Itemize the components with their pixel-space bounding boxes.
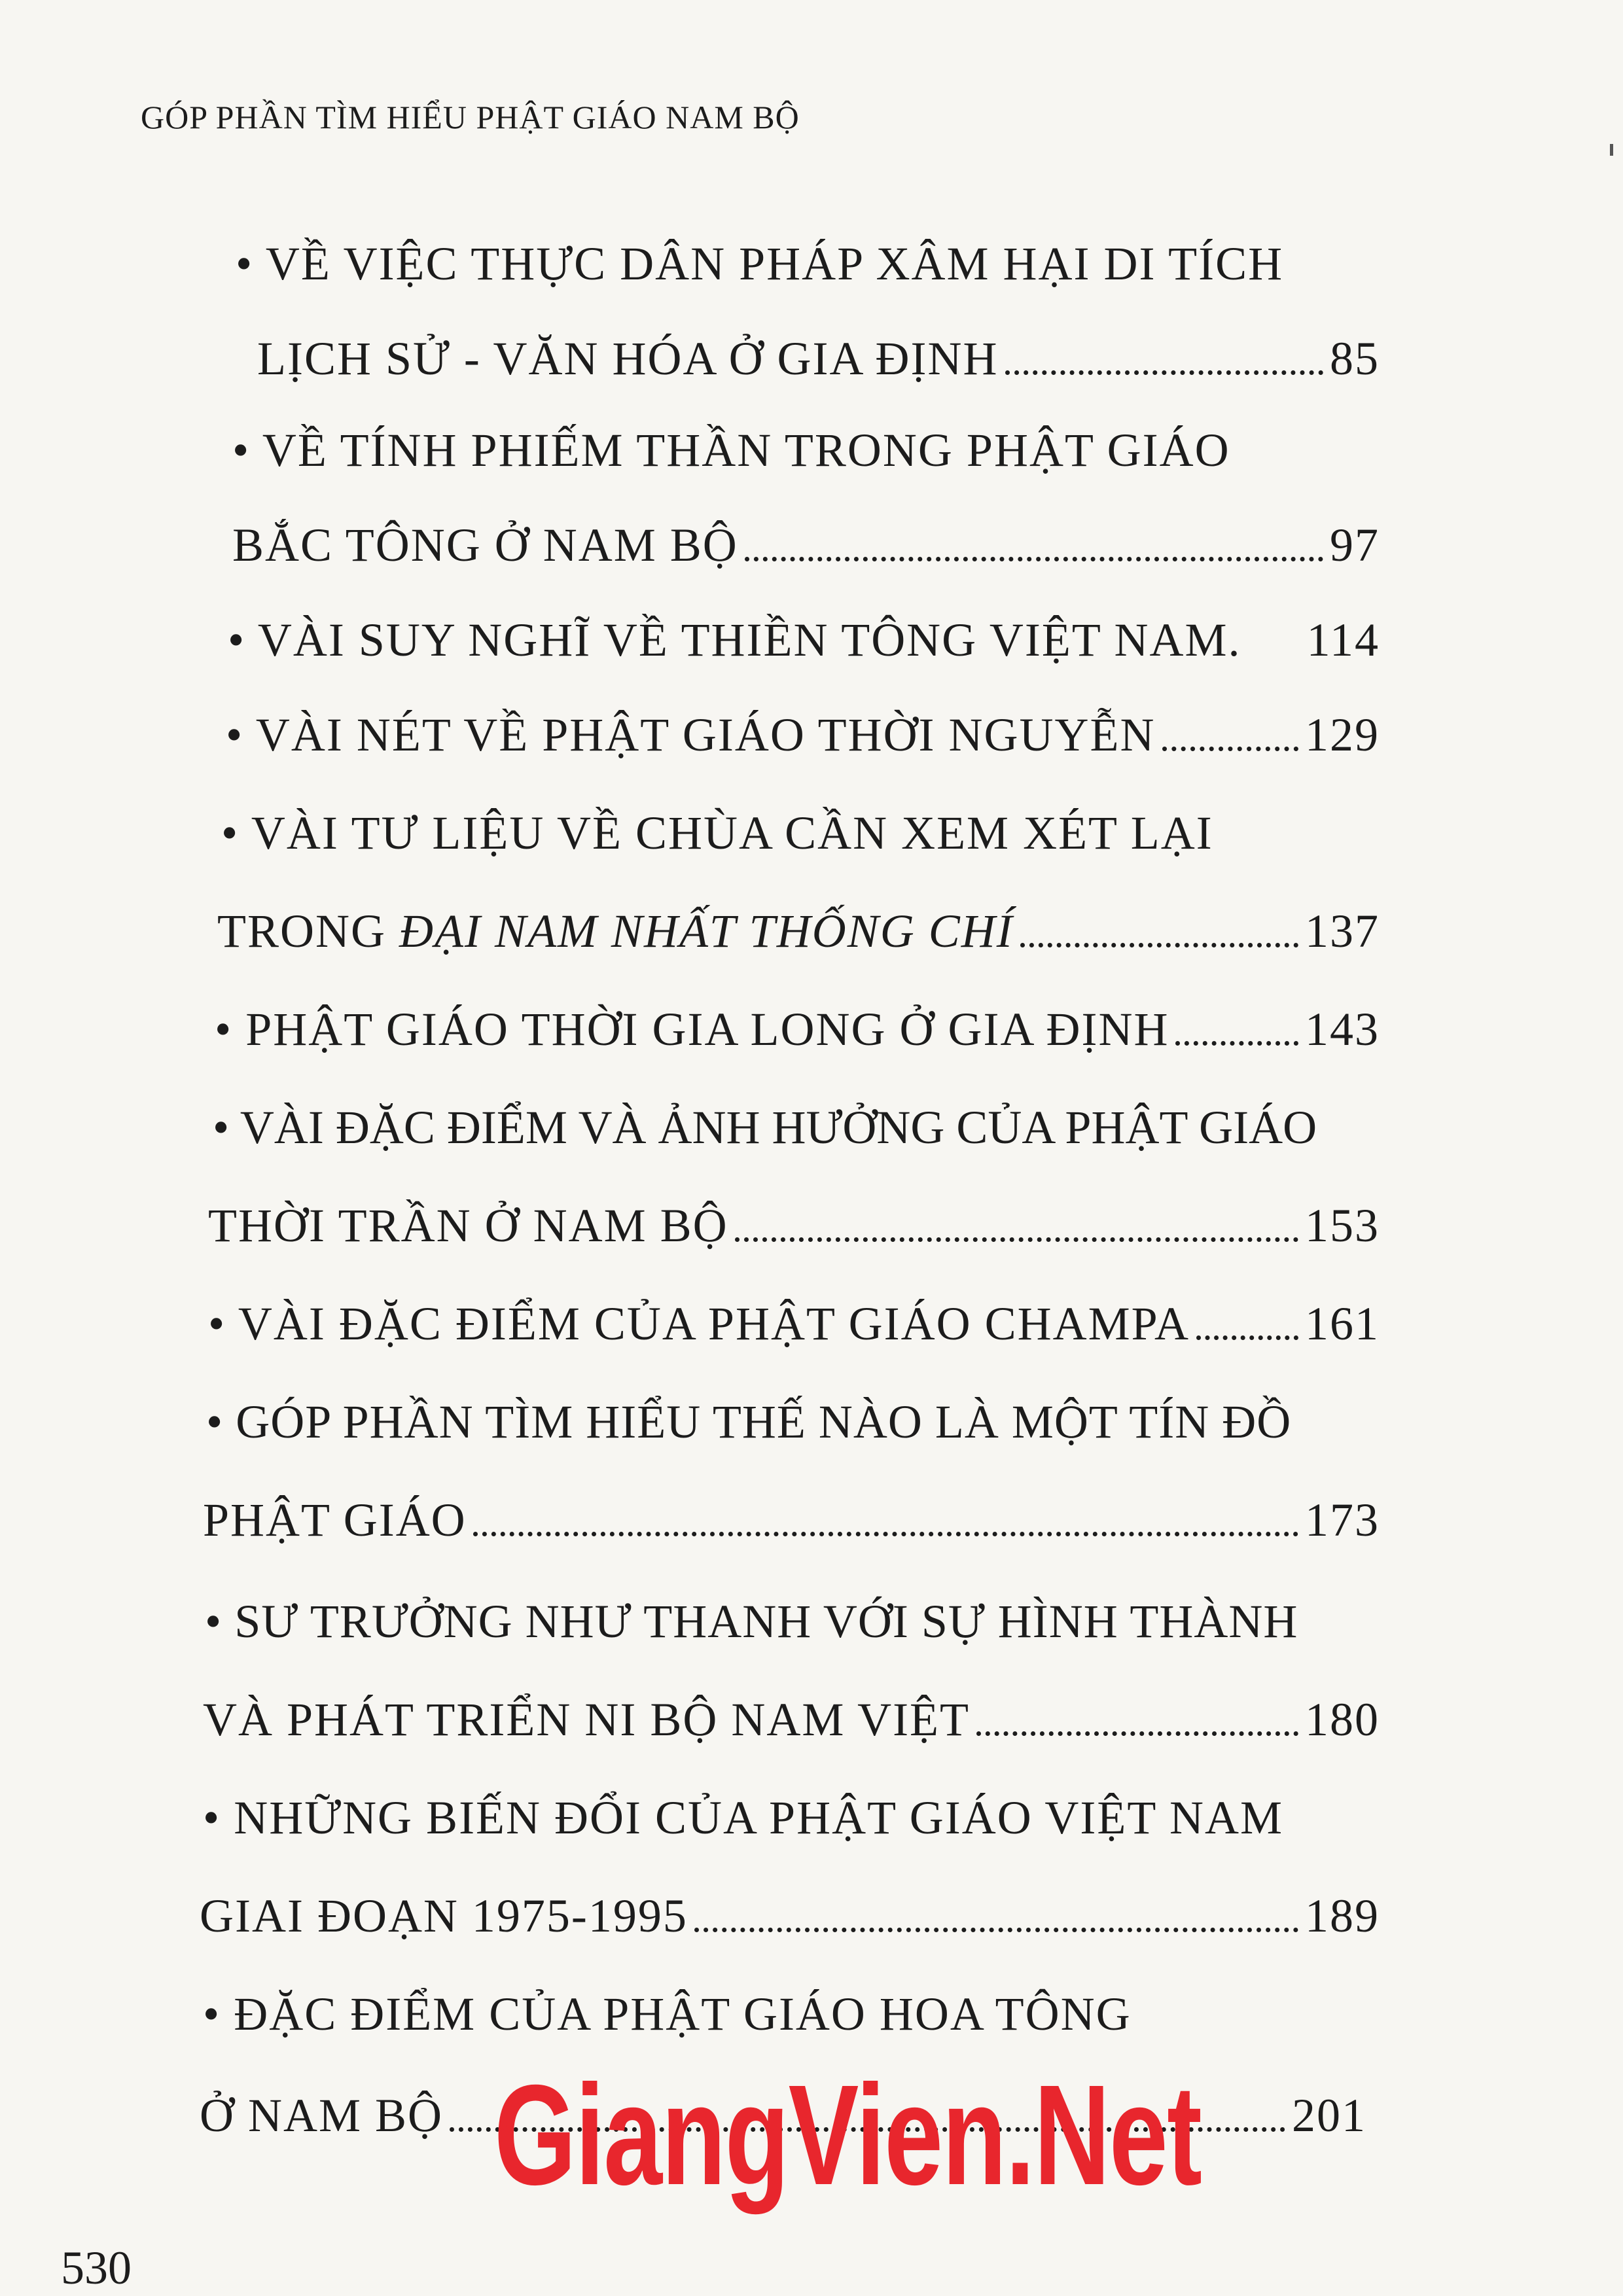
toc-entry-line [257,314,1380,386]
dot-leader [745,557,1323,561]
toc-page-number: 114 [1306,614,1380,666]
toc-page-number: 180 [1305,1693,1380,1746]
toc-entry-title: • VÀI TƯ LIỆU VỀ CHÙA CẦN XEM XÉT LẠI [221,807,1213,859]
dot-leader [1175,1041,1298,1046]
toc-entry-line [232,406,1380,478]
toc-entry-line [228,595,1380,667]
toc-entry-title: PHẬT GIÁO [203,1494,467,1546]
toc-entry-line [203,1475,1380,1547]
toc-entry-title: • VÀI SUY NGHĨ VỀ THIỀN TÔNG VIỆT NAM. [228,614,1241,666]
dot-leader [976,1731,1298,1736]
toc-entry-title: BẮC TÔNG Ở NAM BỘ [232,519,738,571]
toc-entry-title: GIAI ĐOẠN 1975-1995 [200,1890,688,1942]
dot-leader [1005,370,1323,375]
toc-entry-title: Ở NAM BỘ [200,2089,444,2142]
dot-leader [1020,943,1298,947]
toc-entry-line [200,1871,1380,1943]
toc-entry-title: • NHỮNG BIẾN ĐỔI CỦA PHẬT GIÁO VIỆT NAM [203,1792,1284,1844]
toc-page-number: 97 [1330,519,1380,571]
dot-leader [735,1237,1298,1242]
toc-page-number: 85 [1330,332,1380,385]
toc-page-number: 143 [1305,1003,1380,1055]
toc-entry-line [203,1969,1380,2041]
toc-entry-title: • VÀI NÉT VỀ PHẬT GIÁO THỜI NGUYỄN [226,709,1156,761]
toc-entry-title: • VỀ VIỆC THỰC DÂN PHÁP XÂM HẠI DI TÍCH [236,238,1284,290]
toc-entry-line [206,1377,1380,1449]
dot-leader [473,1532,1298,1536]
italic-title: ĐẠI NAM NHẤT THỐNG CHÍ [399,905,1014,957]
dot-leader [1162,747,1299,751]
toc-entry-line [208,1279,1380,1351]
toc-entry-line [221,788,1380,860]
toc-entry-title: • GÓP PHẦN TÌM HIỂU THẾ NÀO LÀ MỘT TÍN ĐỒ [206,1396,1292,1448]
toc-entry-line [215,985,1380,1057]
toc-entry-title: • PHẬT GIÁO THỜI GIA LONG Ở GIA ĐỊNH [215,1003,1169,1055]
toc-page-number: 161 [1305,1298,1380,1350]
watermark-logo: GiangVien.Net [494,2056,1202,2215]
toc-page-number: 153 [1305,1199,1380,1252]
toc-entry-title: • VÀI ĐẶC ĐIỂM CỦA PHẬT GIÁO CHAMPA [208,1298,1190,1350]
toc-entry-title: VÀ PHÁT TRIỂN NI BỘ NAM VIỆT [203,1693,970,1746]
toc-page-number: 201 [1292,2089,1366,2142]
dot-leader [694,1928,1298,1932]
toc-entry-line [232,501,1380,573]
toc-entry-title: THỜI TRẦN Ở NAM BỘ [208,1199,728,1252]
toc-entry-line [226,690,1380,762]
toc-entry-title: • VÀI ĐẶC ĐIỂM VÀ ẢNH HƯỞNG CỦA PHẬT GIÁO [213,1101,1317,1154]
toc-entry-line [205,1577,1380,1649]
toc-page-number: 137 [1305,905,1380,957]
toc-page-number: 189 [1305,1890,1380,1942]
toc-page-number: 173 [1305,1494,1380,1546]
toc-entry-title: LỊCH SỬ - VĂN HÓA Ở GIA ĐỊNH [257,332,999,385]
toc-entry-line [236,219,1380,291]
toc-entry-line [203,1675,1380,1747]
page-number: 530 [61,2242,132,2294]
toc-entry-line [217,887,1380,959]
toc-entry-line [203,1773,1380,1845]
toc-entry-title: • SƯ TRƯỞNG NHƯ THANH VỚI SỰ HÌNH THÀNH [205,1595,1298,1648]
running-head: GÓP PHẦN TÌM HIỂU PHẬT GIÁO NAM BỘ [141,99,800,135]
toc-entry-line [208,1181,1380,1253]
dot-leader [1196,1335,1298,1340]
toc-page-number: 129 [1305,709,1380,761]
toc-entry-title: TRONG ĐẠI NAM NHẤT THỐNG CHÍ [217,905,1014,957]
toc-entry-line [213,1083,1380,1155]
toc-entry-title: • VỀ TÍNH PHIẾM THẦN TRONG PHẬT GIÁO [232,424,1230,476]
toc-entry-title: • ĐẶC ĐIỂM CỦA PHẬT GIÁO HOA TÔNG [203,1988,1132,2040]
